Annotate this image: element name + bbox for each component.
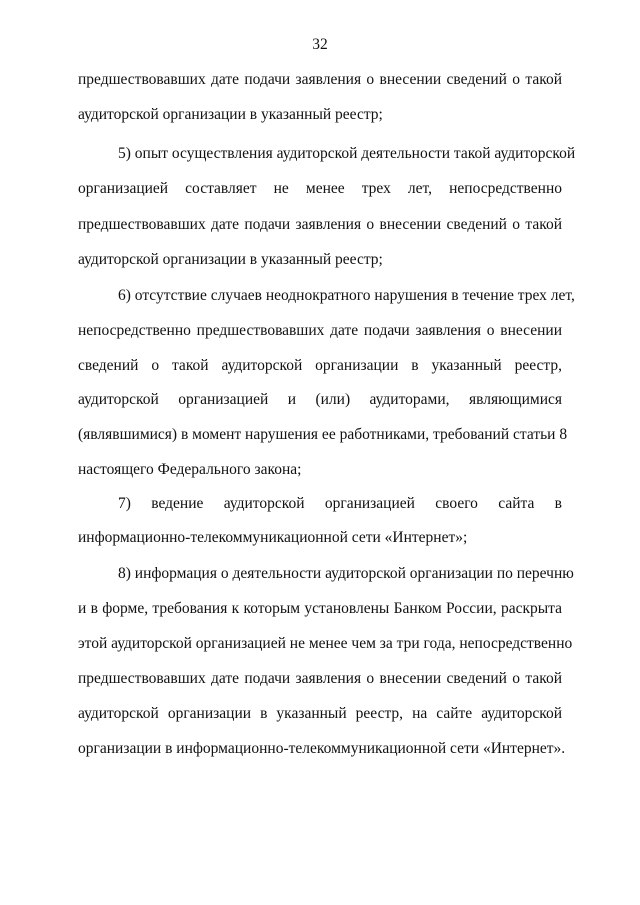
text-line: аудиторской организации в указанный реестр; (78, 106, 383, 123)
text-line: 5) опыт осуществления аудиторской деятельности такой аудиторской (118, 145, 576, 162)
text-line: аудиторской организации в указанный реестр; (78, 251, 383, 268)
text-line: аудиторской организации в указанный реестр, на сайте аудиторской (78, 705, 562, 722)
page-number: 32 (312, 36, 328, 53)
text-line: предшествовавших дате подачи заявления о внесении сведений о такой (78, 71, 562, 88)
text-line: организацией составляет не менее трех лет, непосредственно (78, 180, 562, 197)
text-line: организации в информационно-телекоммуникационной сети «Интернет». (78, 740, 566, 757)
text-line: аудиторской организацией и (или) аудиторами, являющимися (78, 391, 562, 408)
text-line: сведений о такой аудиторской организации в указанный реестр, (78, 357, 562, 374)
text-line: и в форме, требования к которым установлены Банком России, раскрыта (78, 600, 562, 617)
text-line: (являвшимися) в момент нарушения ее работниками, требований статьи 8 (78, 426, 568, 443)
text-line: информационно-телекоммуникационной сети «Интернет»; (78, 529, 468, 546)
text-line: 6) отсутствие случаев неоднократного нарушения в течение трех лет, (118, 287, 575, 304)
text-line: 8) информация о деятельности аудиторской организации по перечню (118, 565, 574, 582)
text-line: этой аудиторской организацией не менее чем за три года, непосредственно (78, 635, 573, 652)
text-line: настоящего Федерального закона; (78, 461, 302, 478)
text-line: предшествовавших дате подачи заявления о внесении сведений о такой (78, 670, 562, 687)
text-line: 7) ведение аудиторской организацией своего сайта в (118, 495, 562, 512)
text-line: предшествовавших дате подачи заявления о внесении сведений о такой (78, 216, 562, 233)
text-line: непосредственно предшествовавших дате подачи заявления о внесении (78, 322, 562, 339)
